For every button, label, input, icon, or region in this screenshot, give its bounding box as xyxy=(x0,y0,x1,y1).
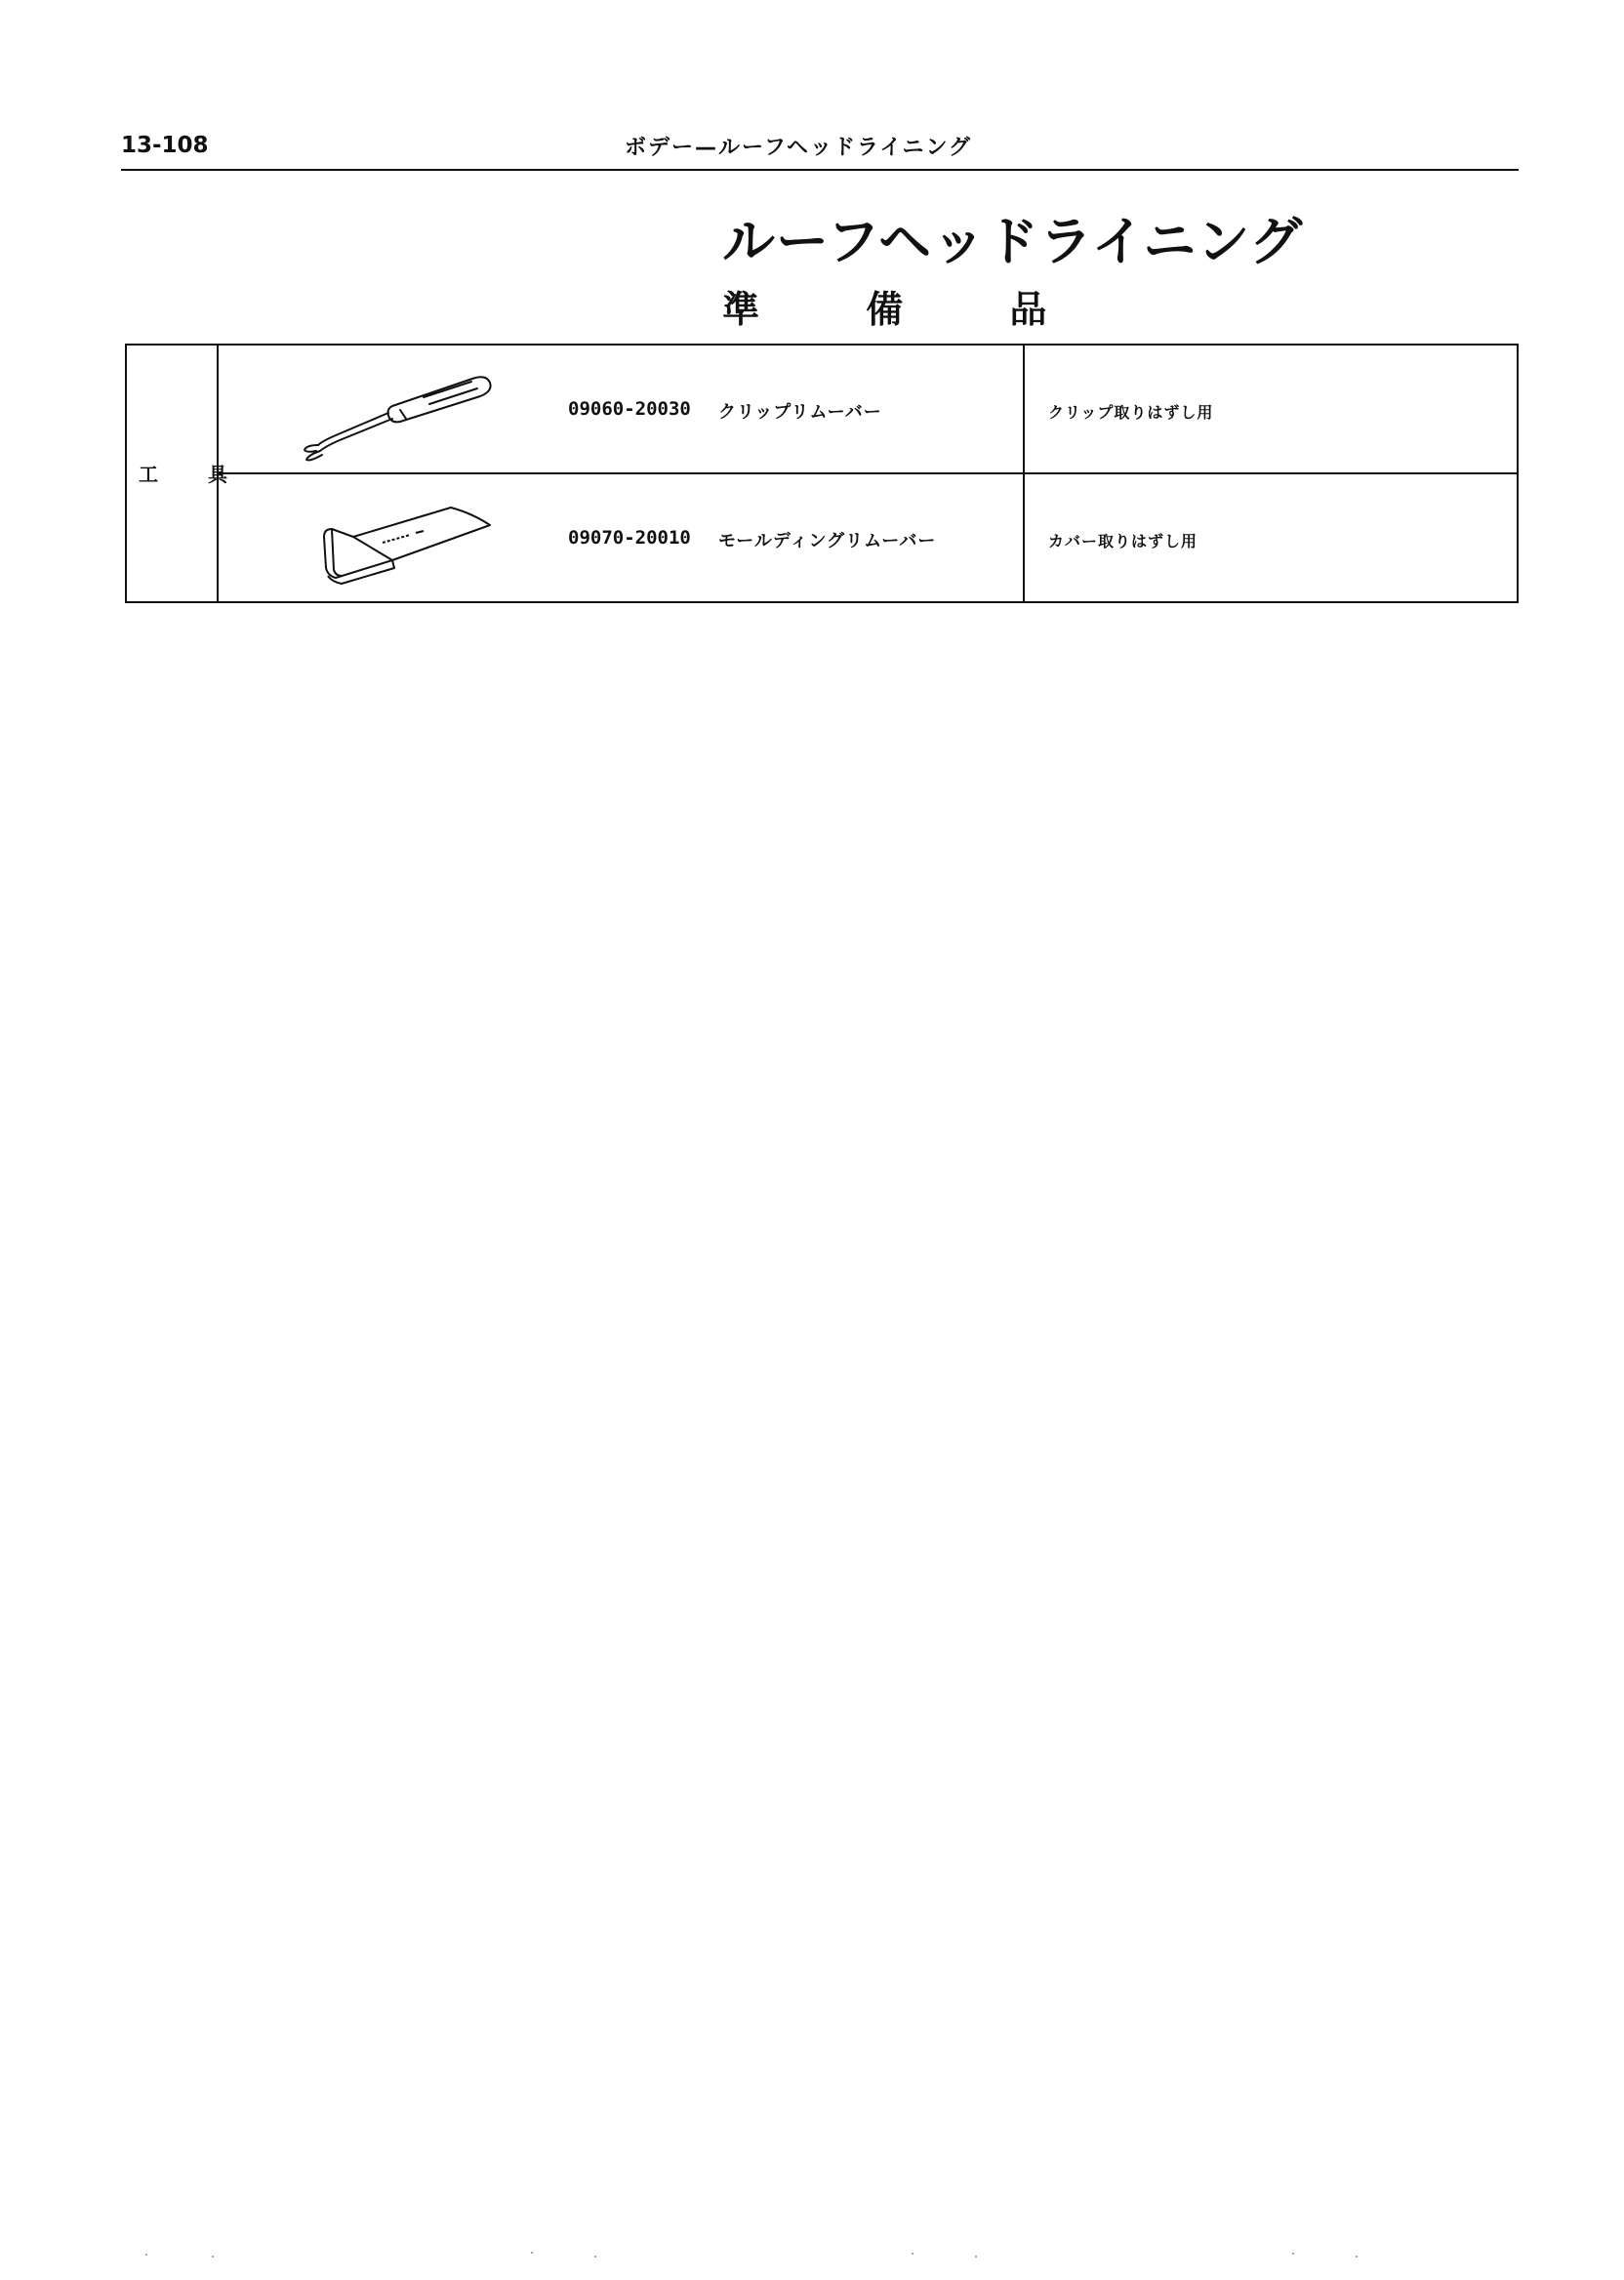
scan-specks xyxy=(0,2245,1624,2274)
tool-name: モールディングリムーバー xyxy=(718,531,937,551)
clip-remover-icon xyxy=(277,357,511,465)
tool-part-number: 09060-20030 xyxy=(568,398,691,420)
section-title: ルーフヘッドライニング xyxy=(722,211,1304,272)
category-label: 工 具 xyxy=(139,463,249,486)
category-cell xyxy=(127,346,249,601)
tool-usage: クリップ取りはずし用 xyxy=(1048,403,1214,422)
moulding-remover-icon xyxy=(277,486,511,593)
tool-usage: カバー取りはずし用 xyxy=(1048,532,1198,550)
tools-table xyxy=(125,344,1519,603)
running-header: ボデー—ルーフヘッドライニング xyxy=(625,136,973,160)
table-row xyxy=(219,346,1517,472)
tool-name: クリップリムーバー xyxy=(718,402,882,423)
subsection-title: 準 備 品 xyxy=(722,288,1094,331)
tool-part-number: 09070-20010 xyxy=(568,527,691,549)
page-number: 13-108 xyxy=(121,133,209,158)
table-row xyxy=(219,474,1517,601)
header-rule xyxy=(121,169,1519,171)
